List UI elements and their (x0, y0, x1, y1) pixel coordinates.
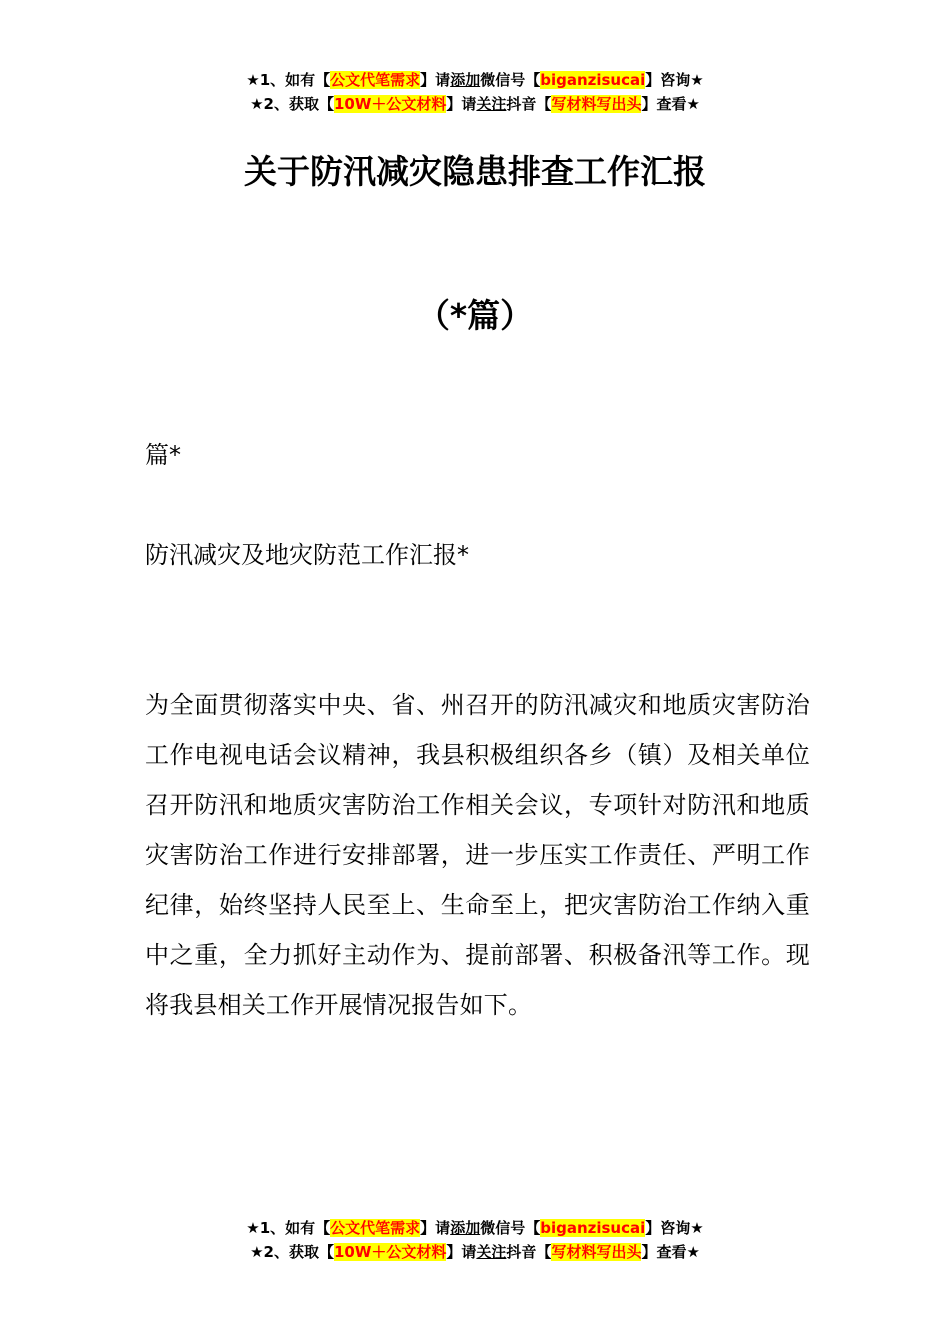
ad-line-2: ★2、获取【10W＋公文材料】请关注抖音【写材料写出头】查看★ (250, 95, 700, 113)
ad-line-1: ★1、如有【公文代笔需求】请添加微信号【biganzisucai】咨询★ (246, 1219, 704, 1237)
ad-line-1: ★1、如有【公文代笔需求】请添加微信号【biganzisucai】咨询★ (246, 71, 704, 89)
bottom-ad-banner (0, 1216, 950, 1264)
ad-highlight: 公文代笔需求 (330, 71, 421, 89)
section-label: 篇* (145, 441, 181, 469)
ad-underlined: 关注 (476, 1243, 507, 1261)
ad-highlight: 10W＋公文材料 (333, 95, 447, 113)
ad-underlined: 添加 (450, 1219, 481, 1237)
top-ad-banner (0, 68, 950, 116)
ad-highlight: 公文代笔需求 (330, 1219, 421, 1237)
ad-highlight: 写材料写出头 (551, 1243, 642, 1261)
section-heading: 防汛减灾及地灾防范工作汇报* (145, 541, 469, 569)
document-title: 关于防汛减灾隐患排查工作汇报 (244, 152, 706, 191)
ad-highlight: 写材料写出头 (551, 95, 642, 113)
ad-underlined: 关注 (476, 95, 507, 113)
ad-highlight: biganzisucai (540, 1219, 646, 1237)
body-paragraph: 为全面贯彻落实中央、省、州召开的防汛减灾和地质灾害防治工作电视电话会议精神，我县积极组织各乡（镇）及相关单位召开防汛和地质灾害防治工作相关会议，专项针对防汛和地质灾害防治工作进行安排部署，进一步压实工作责任、严明工作纪律，始终坚持人民至上、生命至上，把灾害防治工作纳入重中之重，全力抓好主动作为、提前部署、积极备汛等工作。现将我县相关工作开展情况报告如下。 (145, 691, 810, 1019)
document-subtitle: （*篇） (416, 296, 534, 335)
ad-highlight: biganzisucai (540, 71, 646, 89)
ad-line-2: ★2、获取【10W＋公文材料】请关注抖音【写材料写出头】查看★ (250, 1243, 700, 1261)
ad-underlined: 添加 (450, 71, 481, 89)
ad-highlight: 10W＋公文材料 (333, 1243, 447, 1261)
